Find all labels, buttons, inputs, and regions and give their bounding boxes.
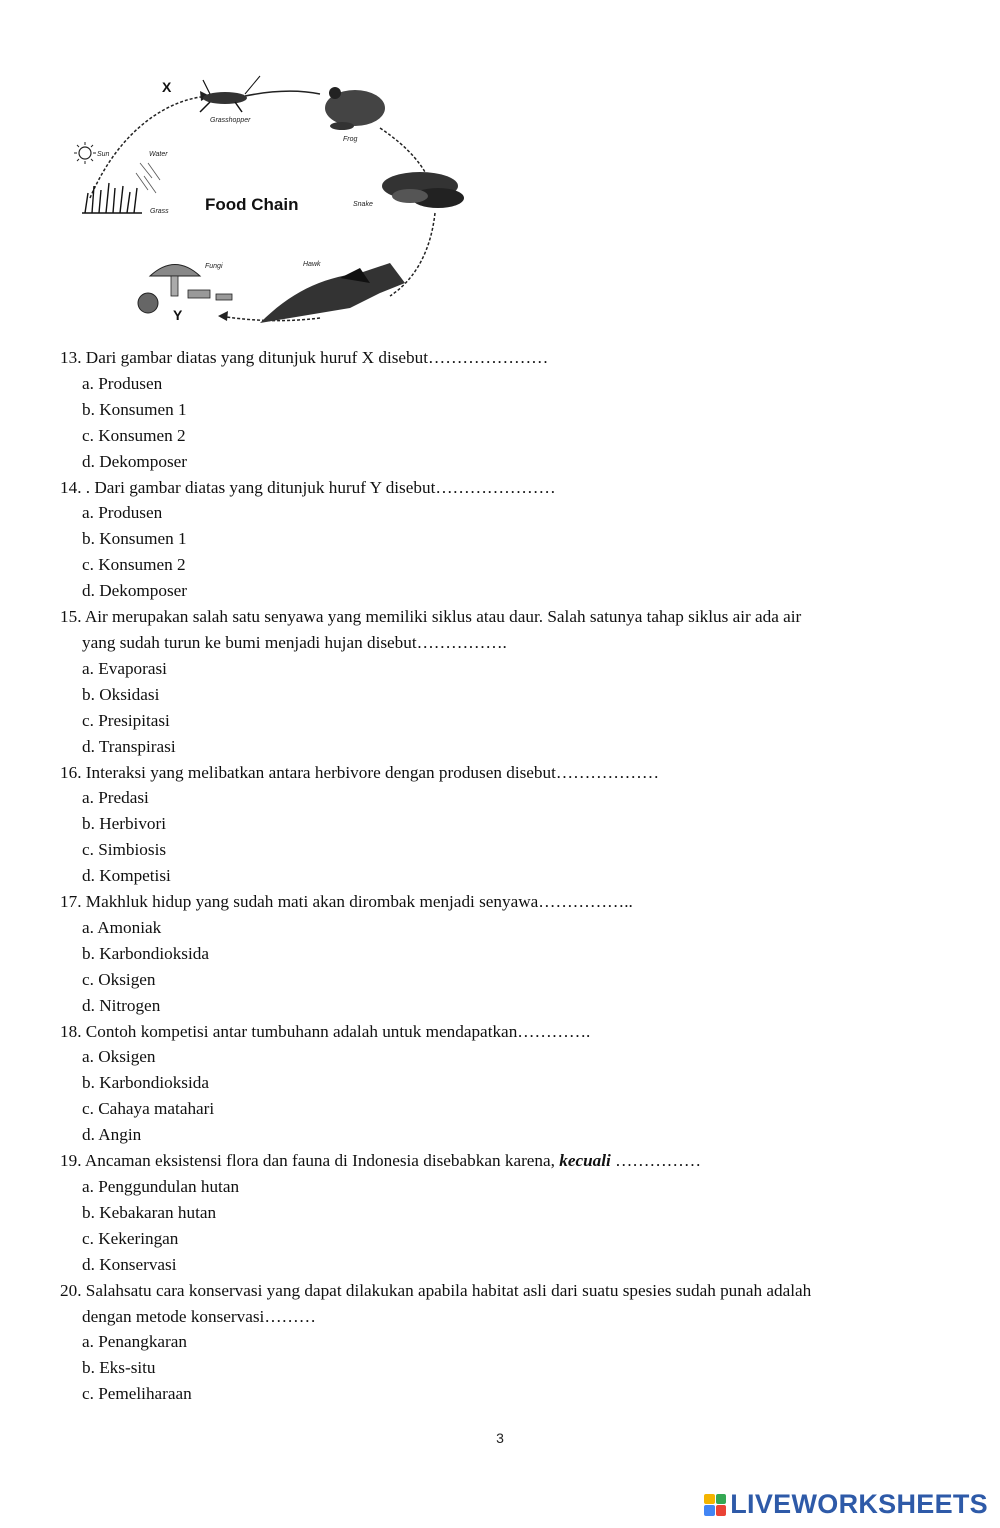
option-c: c. Pemeliharaan (82, 1384, 192, 1404)
hawk-icon (260, 263, 405, 323)
question-text: Air merupakan salah satu senyawa yang memiliki siklus atau daur. Salah satunya tahap siklus air ada air (84, 607, 802, 627)
liveworksheets-logo-icon (704, 1494, 726, 1516)
question-number: 14. (60, 477, 82, 497)
question-13 (60, 345, 940, 475)
question-text: . Dari gambar diatas yang ditunjuk huruf Y disebut………………… (85, 477, 556, 497)
fungi-icon (138, 265, 232, 314)
question-text: Ancaman eksistensi flora dan fauna di Indonesia disebabkan karena, (84, 1151, 555, 1171)
option-a: a. Amoniak (82, 917, 162, 937)
question-blank: …………… (610, 1151, 702, 1171)
arrow-grasshopper-to-frog (245, 91, 320, 96)
arrow-grass-to-grasshopper (90, 96, 210, 198)
liveworksheets-brand[interactable] (704, 1489, 988, 1520)
food-chain-diagram (60, 68, 480, 338)
option-d: d. Transpirasi (82, 736, 176, 756)
grasshopper-icon (200, 76, 260, 112)
question-18 (60, 1019, 940, 1149)
option-b: b. Karbondioksida (82, 1073, 209, 1093)
option-b: b. Kebakaran hutan (82, 1202, 217, 1222)
option-c: c. Presipitasi (82, 710, 170, 730)
option-b: b. Herbivori (82, 814, 167, 834)
grass-label: Grass (150, 208, 169, 215)
option-c: c. Konsumen 2 (82, 555, 186, 575)
option-b: b. Eks-situ (82, 1358, 156, 1378)
question-emphasis: kecuali (559, 1151, 611, 1171)
logo-square (704, 1494, 715, 1505)
question-text-continued: dengan metode konservasi……… (82, 1306, 316, 1326)
question-number: 19. (60, 1151, 82, 1171)
option-b: b. Karbondioksida (82, 943, 209, 963)
option-c: c. Oksigen (82, 969, 156, 989)
option-c: c. Konsumen 2 (82, 425, 186, 445)
snake-label: Snake (353, 201, 373, 208)
option-a: a. Produsen (82, 373, 163, 393)
option-a: a. Oksigen (82, 1047, 156, 1067)
question-number: 15. (60, 607, 82, 627)
frog-icon (325, 87, 385, 130)
snake-icon (382, 172, 464, 208)
option-c: c. Simbiosis (82, 840, 167, 860)
logo-square (704, 1505, 715, 1516)
question-number: 20. (60, 1280, 82, 1300)
question-20 (60, 1278, 940, 1408)
question-16 (60, 760, 940, 890)
option-a: a. Produsen (82, 503, 163, 523)
option-a: a. Penangkaran (82, 1332, 187, 1352)
hawk-label: Hawk (303, 261, 321, 268)
option-b: b. Konsumen 1 (82, 529, 187, 549)
question-number: 18. (60, 1021, 82, 1041)
page-number: 3 (496, 1430, 504, 1446)
option-d: d. Nitrogen (82, 995, 161, 1015)
food-chain-figure (60, 68, 480, 338)
question-text: Dari gambar diatas yang ditunjuk huruf X disebut………………… (85, 348, 549, 367)
question-text: Salahsatu cara konservasi yang dapat dilakukan apabila habitat asli dari suatu spesies sudah punah adalah (85, 1280, 812, 1300)
letter-y: Y (173, 307, 183, 323)
question-14 (60, 475, 940, 605)
option-c: c. Kekeringan (82, 1228, 179, 1248)
option-b: b. Oksidasi (82, 684, 160, 704)
grasshopper-label: Grasshopper (210, 117, 251, 124)
brand-name: LIVEWORKSHEETS (730, 1489, 988, 1519)
option-a: a. Evaporasi (82, 658, 167, 678)
option-c: c. Cahaya matahari (82, 1099, 215, 1119)
option-b: b. Konsumen 1 (82, 399, 187, 419)
question-text: Makhluk hidup yang sudah mati akan dirombak menjadi senyawa…………….. (85, 892, 633, 912)
water-icon (136, 163, 160, 193)
question-text: Interaksi yang melibatkan antara herbivore dengan produsen disebut……………… (85, 762, 660, 782)
logo-square (716, 1505, 727, 1516)
question-number: 13. (60, 348, 82, 367)
figure-title: Food Chain (205, 195, 299, 214)
logo-square (716, 1494, 727, 1505)
question-number: 16. (60, 762, 82, 782)
question-list (60, 345, 940, 1407)
frog-label: Frog (343, 136, 358, 143)
question-number: 17. (60, 892, 82, 912)
question-15 (60, 604, 940, 759)
grass-icon (82, 183, 142, 213)
water-label: Water (149, 151, 168, 158)
option-d: d. Konservasi (82, 1254, 177, 1274)
arrowhead (218, 311, 228, 321)
option-d: d. Dekomposer (82, 451, 188, 471)
letter-x: X (162, 79, 172, 95)
option-d: d. Angin (82, 1125, 142, 1145)
option-d: d. Kompetisi (82, 866, 171, 886)
sun-label: Sun (97, 151, 110, 158)
question-19 (60, 1148, 940, 1278)
option-a: a. Predasi (82, 788, 149, 808)
question-text: Contoh kompetisi antar tumbuhann adalah untuk mendapatkan…………. (85, 1021, 591, 1041)
question-17 (60, 889, 940, 1019)
question-text-continued: yang sudah turun ke bumi menjadi hujan disebut……………. (82, 632, 507, 652)
fungi-label: Fungi (205, 263, 223, 270)
option-a: a. Penggundulan hutan (82, 1177, 240, 1196)
option-d: d. Dekomposer (82, 581, 188, 601)
sun-icon (74, 142, 96, 164)
